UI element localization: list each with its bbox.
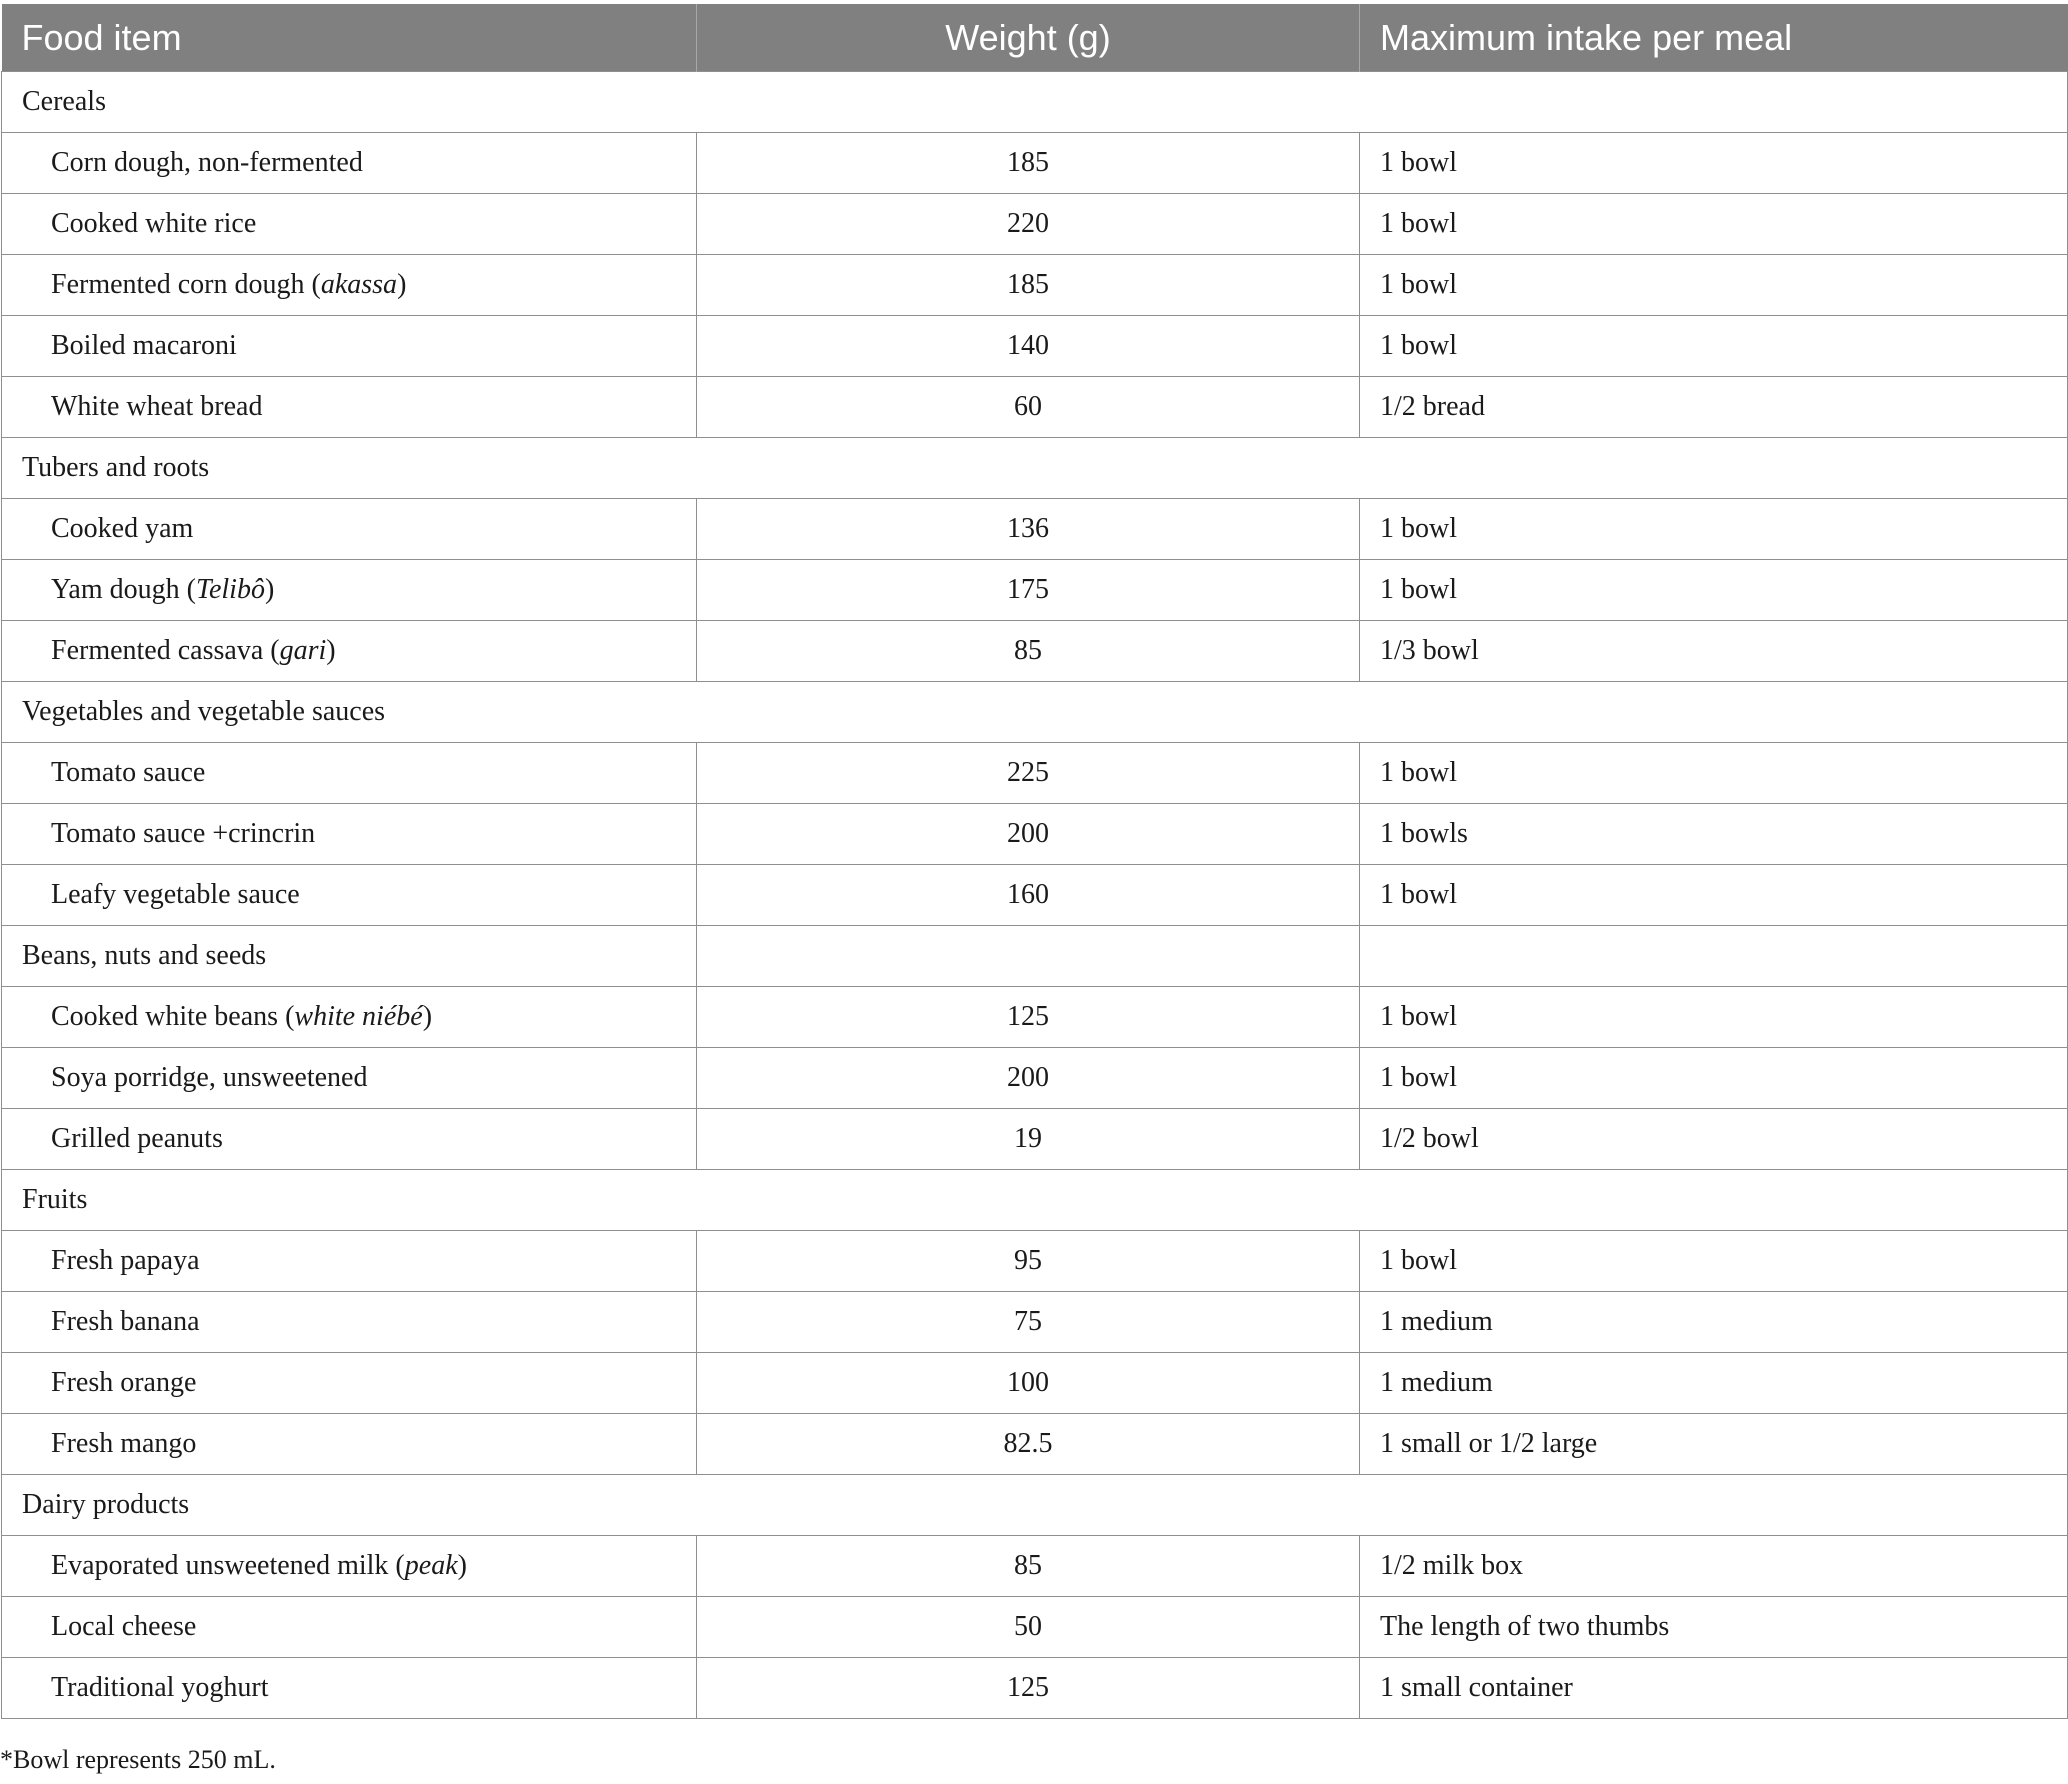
food-max-intake: 1 bowl	[1360, 499, 2068, 560]
food-local-name: white niébé	[294, 1001, 423, 1032]
table-row	[2, 1048, 2068, 1109]
food-weight: 82.5	[697, 1414, 1360, 1475]
table-row	[2, 377, 2068, 438]
food-name-text: Tomato sauce +crincrin	[51, 818, 316, 849]
food-max-intake: 1 bowl	[1360, 133, 2068, 194]
food-max-intake: 1 small or 1/2 large	[1360, 1414, 2068, 1475]
food-name-suffix: )	[326, 635, 336, 666]
table-row	[2, 1658, 2068, 1719]
food-name	[2, 1353, 697, 1414]
header-row	[2, 4, 2068, 72]
food-max-intake: 1/3 bowl	[1360, 621, 2068, 682]
food-weight: 50	[697, 1597, 1360, 1658]
category-row	[2, 1170, 2068, 1231]
food-weight: 125	[697, 987, 1360, 1048]
food-portion-table-container	[0, 4, 2068, 1719]
food-name-text: Local cheese	[51, 1611, 197, 1642]
food-max-intake: 1/2 bowl	[1360, 1109, 2068, 1170]
food-name	[2, 1414, 697, 1475]
food-weight: 85	[697, 1536, 1360, 1597]
table-row	[2, 743, 2068, 804]
header-food-item: Food item	[2, 4, 697, 72]
food-name-text: Leafy vegetable sauce	[51, 879, 300, 910]
category-row	[2, 926, 2068, 987]
food-name-text: Boiled macaroni	[51, 330, 237, 361]
food-name-text: Traditional yoghurt	[51, 1672, 269, 1703]
food-max-intake: 1 medium	[1360, 1292, 2068, 1353]
food-name-suffix: )	[264, 574, 275, 605]
table-row	[2, 133, 2068, 194]
category-row	[2, 438, 2068, 499]
food-max-intake: The length of two thumbs	[1360, 1597, 2068, 1658]
food-name	[2, 316, 697, 377]
food-weight: 85	[697, 621, 1360, 682]
food-name	[2, 194, 697, 255]
table-row	[2, 865, 2068, 926]
food-name	[2, 743, 697, 804]
category-label: Tubers and roots	[2, 438, 2068, 499]
food-weight: 185	[697, 255, 1360, 316]
table-row	[2, 987, 2068, 1048]
food-local-name: Telibô	[195, 574, 265, 605]
food-name-text: Fresh mango	[51, 1428, 197, 1459]
table-body	[2, 72, 2068, 1719]
food-name	[2, 1292, 697, 1353]
table-row	[2, 194, 2068, 255]
category-label: Cereals	[2, 72, 2068, 133]
food-name-text: White wheat bread	[51, 391, 263, 422]
food-name-text: Fresh orange	[51, 1367, 197, 1398]
category-label: Vegetables and vegetable sauces	[2, 682, 2068, 743]
food-name	[2, 255, 697, 316]
category-label: Fruits	[2, 1170, 2068, 1231]
category-label: Dairy products	[2, 1475, 2068, 1536]
table-row	[2, 499, 2068, 560]
category-row	[2, 682, 2068, 743]
food-max-intake: 1 bowl	[1360, 865, 2068, 926]
food-weight: 220	[697, 194, 1360, 255]
food-name-text: Fermented cassava (	[51, 635, 280, 666]
food-max-intake: 1 bowl	[1360, 1231, 2068, 1292]
empty-cell	[697, 926, 1360, 987]
food-name	[2, 133, 697, 194]
food-name-text: Corn dough, non-fermented	[51, 147, 363, 178]
food-name	[2, 377, 697, 438]
food-name	[2, 499, 697, 560]
table-row	[2, 1353, 2068, 1414]
food-max-intake: 1 small container	[1360, 1658, 2068, 1719]
food-name	[2, 865, 697, 926]
food-name-text: Fermented corn dough (	[51, 269, 321, 300]
food-name	[2, 1536, 697, 1597]
food-name-text: Fresh papaya	[51, 1245, 200, 1276]
food-name-text: Evaporated unsweetened milk (	[51, 1550, 405, 1581]
food-local-name: peak	[404, 1550, 458, 1581]
table-row	[2, 1109, 2068, 1170]
food-weight: 19	[697, 1109, 1360, 1170]
table-row	[2, 1414, 2068, 1475]
food-name-text: Yam dough (	[51, 574, 196, 605]
category-row	[2, 1475, 2068, 1536]
table-row	[2, 804, 2068, 865]
food-weight: 95	[697, 1231, 1360, 1292]
food-weight: 100	[697, 1353, 1360, 1414]
food-name-suffix: )	[457, 1550, 467, 1581]
food-max-intake: 1 bowl	[1360, 316, 2068, 377]
food-name-suffix: )	[422, 1001, 433, 1032]
food-max-intake: 1/2 bread	[1360, 377, 2068, 438]
food-weight: 136	[697, 499, 1360, 560]
food-name	[2, 621, 697, 682]
category-label: Beans, nuts and seeds	[2, 926, 697, 987]
food-name-text: Cooked white beans (	[51, 1001, 295, 1032]
table-row	[2, 621, 2068, 682]
food-name	[2, 560, 697, 621]
food-name-text: Fresh banana	[51, 1306, 200, 1337]
table-row	[2, 255, 2068, 316]
food-weight: 140	[697, 316, 1360, 377]
table-row	[2, 1292, 2068, 1353]
food-weight: 175	[697, 560, 1360, 621]
table-row	[2, 316, 2068, 377]
food-name-suffix: )	[397, 269, 407, 300]
food-weight: 160	[697, 865, 1360, 926]
food-max-intake: 1 bowl	[1360, 1048, 2068, 1109]
food-name-text: Cooked yam	[51, 513, 194, 544]
food-weight: 200	[697, 804, 1360, 865]
food-name-text: Grilled peanuts	[51, 1123, 223, 1154]
food-max-intake: 1 bowl	[1360, 987, 2068, 1048]
table-row	[2, 1231, 2068, 1292]
table-row	[2, 560, 2068, 621]
food-name	[2, 1109, 697, 1170]
food-max-intake: 1 bowl	[1360, 255, 2068, 316]
category-row	[2, 72, 2068, 133]
food-name	[2, 1597, 697, 1658]
food-portion-table	[1, 4, 2068, 1719]
table-footnote: *Bowl represents 250 mL.	[0, 1745, 276, 1774]
food-weight: 200	[697, 1048, 1360, 1109]
header-max-intake: Maximum intake per meal	[1360, 4, 2068, 72]
table-header	[2, 4, 2068, 72]
food-max-intake: 1 bowl	[1360, 743, 2068, 804]
food-name-text: Soya porridge, unsweetened	[51, 1062, 368, 1093]
food-weight: 185	[697, 133, 1360, 194]
food-name	[2, 1231, 697, 1292]
food-weight: 60	[697, 377, 1360, 438]
food-weight: 125	[697, 1658, 1360, 1719]
food-name	[2, 987, 697, 1048]
food-name	[2, 804, 697, 865]
food-weight: 75	[697, 1292, 1360, 1353]
food-max-intake: 1 medium	[1360, 1353, 2068, 1414]
food-max-intake: 1 bowl	[1360, 560, 2068, 621]
food-max-intake: 1 bowls	[1360, 804, 2068, 865]
empty-cell	[1360, 926, 2068, 987]
food-max-intake: 1/2 milk box	[1360, 1536, 2068, 1597]
food-local-name: akassa	[320, 269, 398, 300]
header-weight: Weight (g)	[697, 4, 1360, 72]
food-name-text: Tomato sauce	[51, 757, 206, 788]
food-max-intake: 1 bowl	[1360, 194, 2068, 255]
food-name-text: Cooked white rice	[51, 208, 257, 239]
food-local-name: gari	[279, 635, 327, 666]
food-name	[2, 1658, 697, 1719]
food-weight: 225	[697, 743, 1360, 804]
table-row	[2, 1597, 2068, 1658]
food-name	[2, 1048, 697, 1109]
table-row	[2, 1536, 2068, 1597]
